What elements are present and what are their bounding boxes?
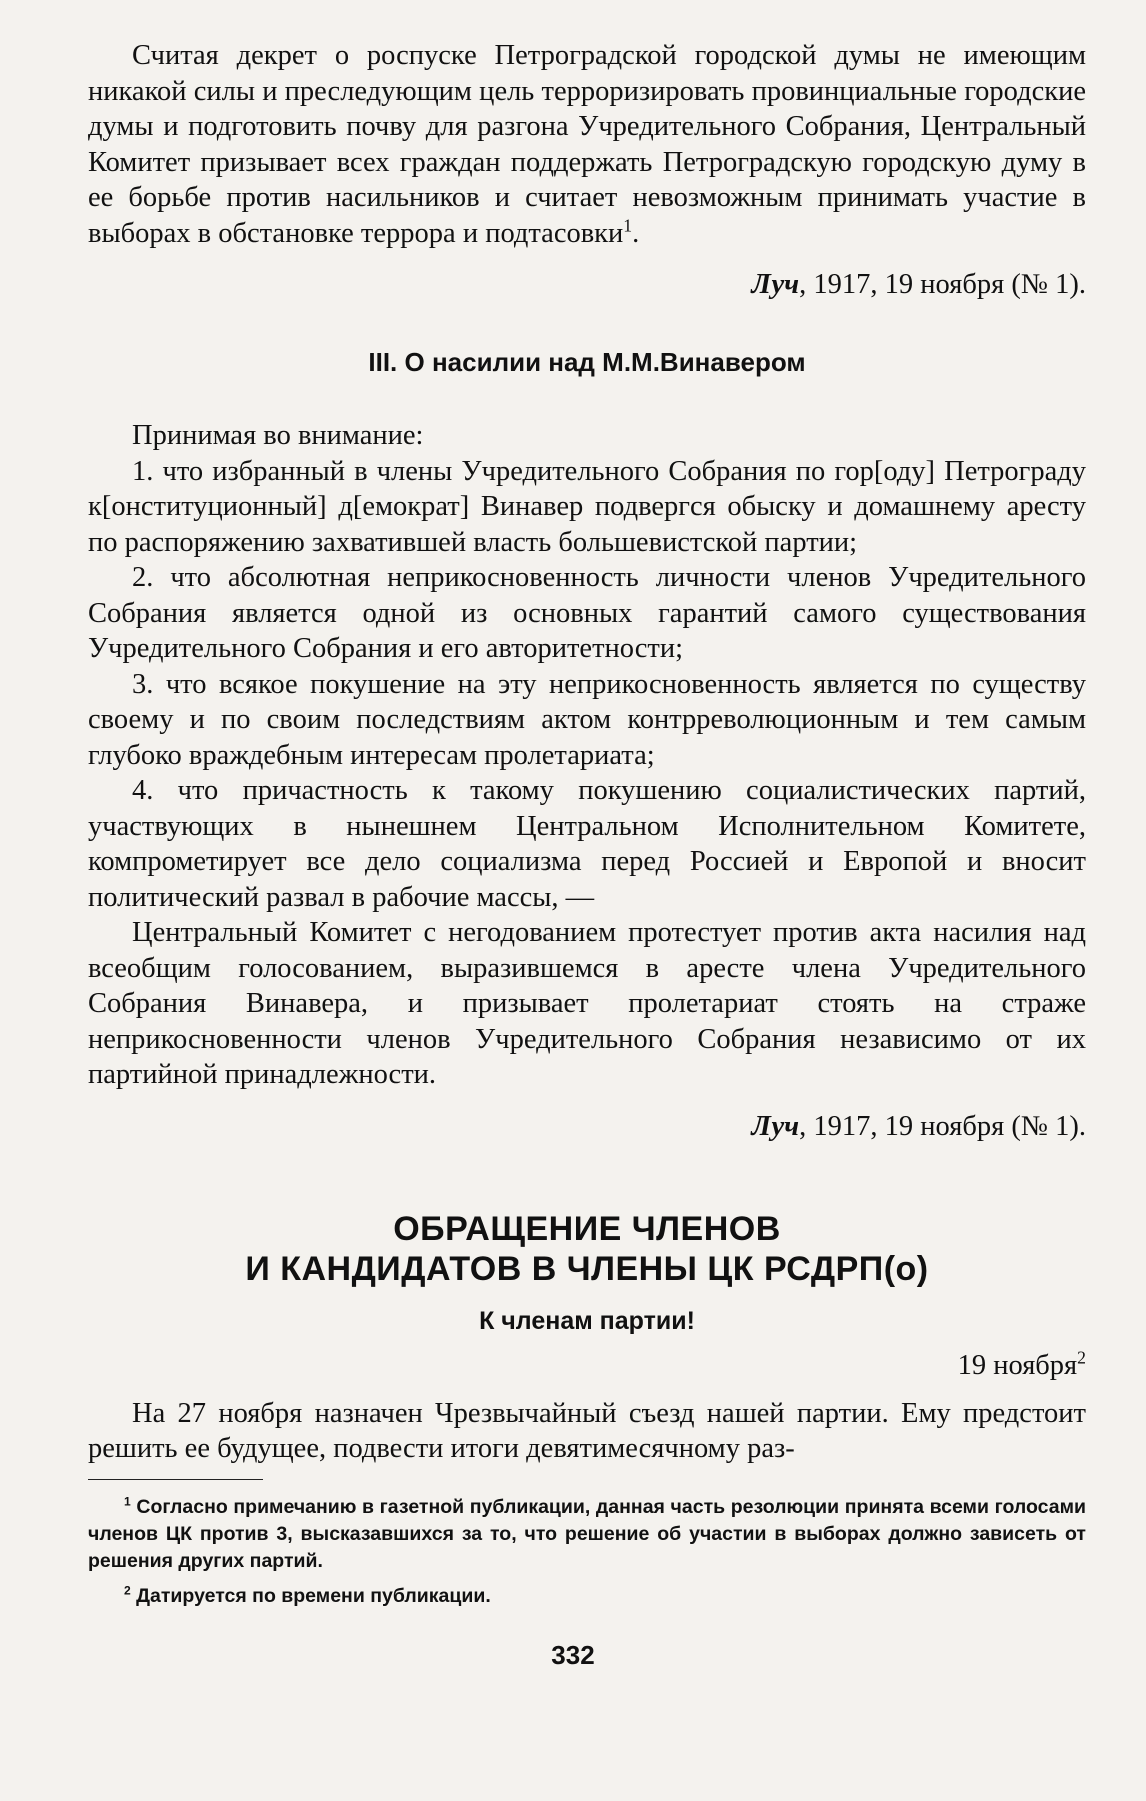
appeal-date [88,1347,1086,1382]
section3-intro: Принимая во внимание: [132,420,424,451]
appeal-title-line-1: ОБРАЩЕНИЕ ЧЛЕНОВ [393,1209,781,1248]
appeal-paragraph: На 27 ноября назначен Чрезвычайный съезд нашей партии. Ему предстоит решить ее будущее, подвести итоги девятимесячному раз- [88,1397,1086,1464]
footnote-divider [88,1479,263,1480]
footnote-ref-1[interactable]: 1 [623,215,633,235]
opening-source-detail: , 1917, 19 ноября (№ 1). [799,269,1086,300]
section3-title: III. О насилии над М.М.Винавером [368,347,806,377]
opening-paragraph: Считая декрет о роспуске Петроградской городской думы не имеющим никакой силы и преследующим цель терроризировать провинциальные городские думы и подготовить почву для разгона Учредительного Собрания, Центральный Комитет призывает всех граждан поддержать Петроградскую городскую думу в ее борьбе против насильников и считает невозможным принимать участие в выборах в обстановке террора и подтасовки$^1$. [88,40,1086,249]
footnote-1-mark: 1 [124,1494,131,1508]
opening-source [88,267,1086,303]
appeal-title-line-2: И КАНДИДАТОВ В ЧЛЕНЫ ЦК РСДРП(о) [245,1249,929,1288]
appeal-date-text: 19 ноября [957,1349,1078,1381]
appeal-subtitle: К членам партии! [479,1306,695,1335]
footnote-1-text: Согласно примечанию в газетной публикации, данная часть резолюции принята всеми голосами членов ЦК против 3, высказавшихся за то, что решение об участии в выборах должно зависеть от решения других партий. [88,1495,1087,1572]
footnote-1 [88,1494,1086,1575]
section3-source-name: Луч [751,1110,800,1142]
section3-source [88,1109,1086,1145]
section3-conclusion: Центральный Комитет с негодованием протестует против акта насилия над всеобщим голосованием, выразившемся в аресте члена Учредительного Собрания Винавера, и призывает пролетариат стоять на страже неприкосновенности членов Учредительного Собрания независимо от их партийной принадлежности. [88,917,1086,1090]
footnote-2-mark: 2 [124,1583,131,1597]
section3-item-2: 2. что абсолютная неприкосновенность личности членов Учредительного Собрания является одной из основных гарантий самого существования Учредительного Собрания и его авторитетности; [88,562,1086,664]
section3-item-3: 3. что всякое покушение на эту неприкосновенность является по существу своему и по своим последствиям актом контрреволюционным и тем самым глубоко враждебным интересам пролетариата; [88,668,1086,771]
appeal-title [88,1209,1086,1289]
opening-source-name: Луч [751,269,800,300]
page-number: 332 [551,1640,595,1670]
section3-item-1: 1. что избранный в члены Учредительного Собрания по гор[оду] Петрограду к[онституционный] д[емократ] Винавер подвергся обыску и домашнему аресту по распоряжению захватившей власть большевистской партии; [88,455,1086,558]
footnote-2-text: Датируется по времени публикации. [136,1584,491,1607]
section3-source-detail: , 1917, 19 ноября (№ 1). [799,1110,1086,1142]
footnote-2 [88,1583,1086,1610]
opening-paragraph-text: Считая декрет о роспуске Петроградской городской думы не имеющим никакой силы и преследующим цель терроризировать провинциальные городские думы и подготовить почву для разгона Учредительного Собрания, Центральный Комитет призывает всех граждан поддержать Петроградскую городскую думу в ее борьбе против насильников и считает невозможным принимать участие в выборах в обстановке террора и подтасовки [88,40,1086,249]
section3-item-4: 4. что причастность к такому покушению социалистических партий, участвующих в нынешнем Центральном Исполнительном Комитете, компрометирует все дело социализма перед Россией и Европой и вносит политический развал в рабочие массы, — [88,775,1086,913]
footnote-ref-2[interactable]: 2 [1077,1347,1086,1367]
